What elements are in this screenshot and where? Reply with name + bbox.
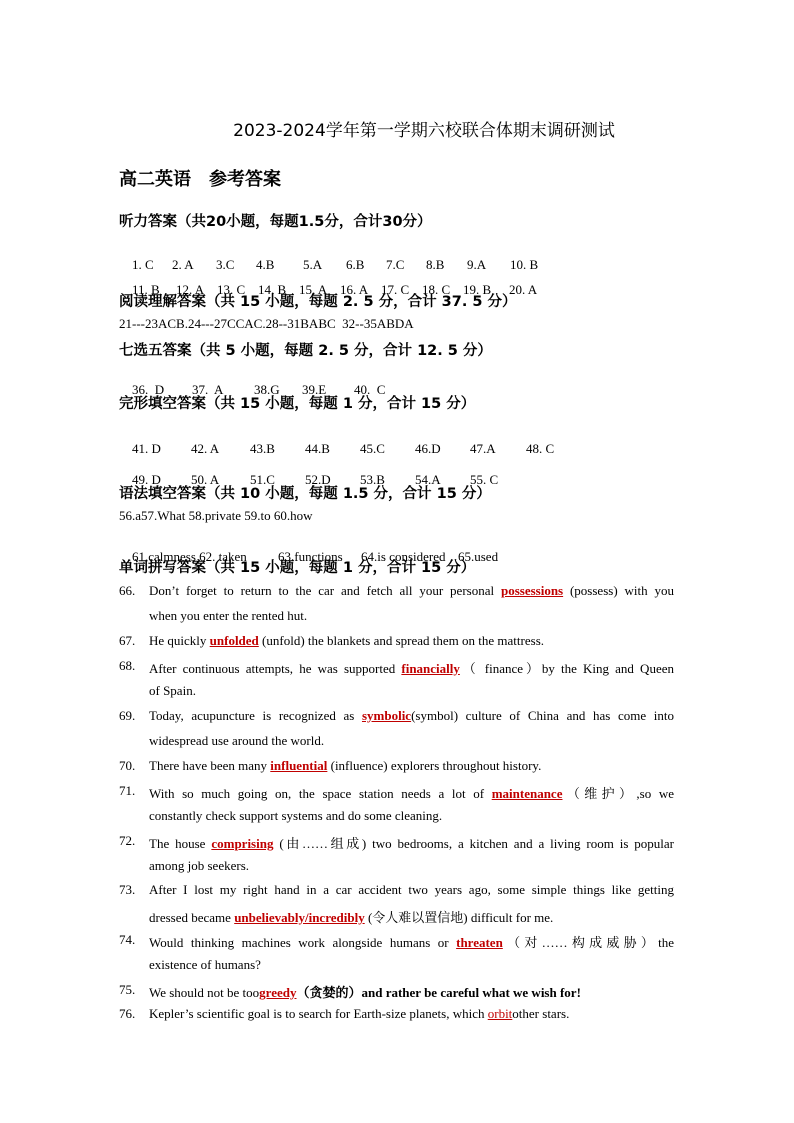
text-after: （维护）,so we: [562, 786, 674, 801]
answer-item: 40. C: [354, 382, 386, 397]
text-before: Today, acupuncture is recognized as: [149, 708, 362, 723]
question-number: 74.: [119, 932, 136, 947]
question-number: 72.: [119, 833, 136, 848]
answer-item: 49. D: [132, 472, 161, 487]
question-text: [149, 982, 581, 1001]
question-text-continued: of Spain.: [149, 683, 196, 698]
question-text: [149, 658, 674, 677]
text-after: （ finance）by the King and Queen: [459, 661, 674, 676]
answer-item: 16. A: [340, 282, 369, 297]
answer-item: 2. A: [172, 257, 194, 272]
question-number: 66.: [119, 583, 136, 598]
answer-word: maintenance: [491, 786, 563, 801]
text-after: (unfold) the blankets and spread them on the mattress.: [258, 633, 544, 648]
answer-item: 10. B: [510, 257, 539, 272]
answer-item: 46.D: [415, 441, 441, 456]
question-text: [149, 783, 674, 802]
question-number: 75.: [119, 982, 136, 997]
answer-item: 14. B: [258, 282, 287, 297]
text-before: Would thinking machines work alongside humans or: [149, 935, 457, 950]
answer-item: 36. D: [132, 382, 165, 397]
text-before: Kepler’s scientific goal is to search for Earth-size planets, which: [149, 1006, 488, 1021]
answer-item: 43.B: [250, 441, 275, 456]
answer-item: 48. C: [526, 441, 555, 456]
answer-item: 13. C: [217, 282, 246, 297]
answer-item: 12. A: [176, 282, 205, 297]
question-number: 76.: [119, 1006, 136, 1021]
answer-item: 4.B: [256, 257, 275, 272]
answer-item: 8.B: [426, 257, 445, 272]
answer-item: 47.A: [470, 441, 496, 456]
text-after: other stars.: [512, 1006, 570, 1021]
text-after: (possess) with you: [563, 583, 674, 598]
answer-item: 3.C: [216, 257, 235, 272]
answer-item: 65.used: [458, 549, 499, 564]
question-text-continued: among job seekers.: [149, 858, 250, 873]
answer-word: financially: [401, 661, 460, 676]
text-before: The house: [149, 836, 212, 851]
answer-item: 9.A: [467, 257, 487, 272]
document-title: 2023-2024学年第一学期六校联合体期末调研测试: [233, 121, 615, 141]
answer-item: 11. B: [132, 282, 160, 297]
answer-item: 44.B: [305, 441, 330, 456]
text-before: Don’t forget to return to the car and fetch all your personal: [149, 583, 501, 598]
question-text: After I lost my right hand in a car accident two years ago, some simple things like getting: [149, 882, 674, 897]
text-before: After continuous attempts, he was supported: [149, 661, 402, 676]
answer-item: 20. A: [509, 282, 538, 297]
question-number: 70.: [119, 758, 136, 773]
answer-item: 55. C: [470, 472, 499, 487]
text-after: （贪婪的）and rather be careful what we wish for!: [296, 985, 581, 1000]
text-before: With so much going on, the space station needs a lot of: [149, 786, 492, 801]
question-text: [149, 583, 674, 599]
answer-item: 53.B: [360, 472, 385, 487]
answer-item: 7.C: [386, 257, 405, 272]
answer-word: greedy: [259, 985, 297, 1000]
question-text-continued: widespread use around the world.: [149, 733, 325, 748]
answer-item: 38.G: [254, 382, 280, 397]
question-text: [149, 708, 674, 724]
text-before: dressed became: [149, 910, 235, 925]
question-text: [149, 633, 544, 649]
answer-item: 61.calmness 62. taken: [132, 549, 247, 564]
question-text-continued: existence of humans?: [149, 957, 261, 972]
answer-item: 39.E: [302, 382, 327, 397]
answer-word: orbit: [487, 1006, 513, 1021]
text-before: There have been many: [149, 758, 271, 773]
answer-item: 41. D: [132, 441, 161, 456]
answer-word: comprising: [211, 836, 274, 851]
text-after: (symbol) culture of China and has come into: [411, 708, 674, 723]
listening-heading: 听力答案（共20小题，每题1.5分，合计30分）: [119, 214, 432, 230]
question-number: 69.: [119, 708, 136, 723]
answer-item: 6.B: [346, 257, 365, 272]
question-text: [149, 932, 674, 951]
text-after: (由……组成) two bedrooms, a kitchen and a living room is popular: [273, 836, 674, 851]
answer-item: 37. A: [192, 382, 224, 397]
question-text-continued: constantly check support systems and do some cleaning.: [149, 808, 443, 823]
answer-item: 54.A: [415, 472, 441, 487]
answer-item: 45.C: [360, 441, 385, 456]
text-before: We should not be too: [149, 985, 260, 1000]
question-text: [149, 758, 541, 774]
answer-word: possessions: [500, 583, 564, 598]
answer-item: 19. B: [463, 282, 492, 297]
text-after: （对……构成威胁）the: [502, 935, 674, 950]
answer-item: 18. C: [422, 282, 451, 297]
grammar-heading: 语法填空答案（共 10 小题，每题 1.5 分，合计 15 分）: [119, 486, 491, 502]
answer-item: 5.A: [303, 257, 323, 272]
reading-heading: 阅读理解答案（共 15 小题，每题 2. 5 分，合计 37. 5 分）: [119, 294, 517, 310]
answer-item: 15. A: [299, 282, 328, 297]
question-number: 71.: [119, 783, 136, 798]
question-number: 68.: [119, 658, 136, 673]
question-text-continued: when you enter the rented hut.: [149, 608, 308, 623]
question-number: 67.: [119, 633, 136, 648]
grammar-line-1: 56.a57.What 58.private 59.to 60.how: [119, 508, 313, 523]
question-text: [149, 833, 674, 852]
answer-item: 50. A: [191, 472, 220, 487]
answer-word: symbolic: [361, 708, 412, 723]
text-after: (influence) explorers throughout history.: [327, 758, 542, 773]
answer-item: 42. A: [191, 441, 220, 456]
subject-title: 高二英语 参考答案: [119, 169, 281, 190]
answer-word: threaten: [456, 935, 503, 950]
answer-word: unbelievably/incredibly: [234, 910, 365, 925]
question-text-continued: [149, 907, 553, 926]
answer-item: 52.D: [305, 472, 331, 487]
answer-item: 64.is considered: [361, 549, 446, 564]
question-text: [149, 1006, 569, 1022]
text-after: (令人难以置信地) difficult for me.: [364, 910, 554, 925]
answer-word: unfolded: [209, 633, 259, 648]
answer-item: 51.C: [250, 472, 275, 487]
spelling-heading: 单词拼写答案（共 15 小题，每题 1 分，合计 15 分）: [119, 560, 476, 576]
question-number: 73.: [119, 882, 136, 897]
answer-item: 63.functions: [278, 549, 343, 564]
answer-item: 17. C: [381, 282, 410, 297]
reading-answers: 21---23ACB.24---27CCAC.28--31BABC 32--35ABDA: [119, 316, 414, 331]
answer-word: influential: [270, 758, 328, 773]
answer-item: 1. C: [132, 257, 154, 272]
seven-choose-five-heading: 七选五答案（共 5 小题，每题 2. 5 分，合计 12. 5 分）: [119, 343, 492, 359]
text-before: He quickly: [149, 633, 210, 648]
cloze-heading: 完形填空答案（共 15 小题，每题 1 分，合计 15 分）: [119, 396, 476, 412]
